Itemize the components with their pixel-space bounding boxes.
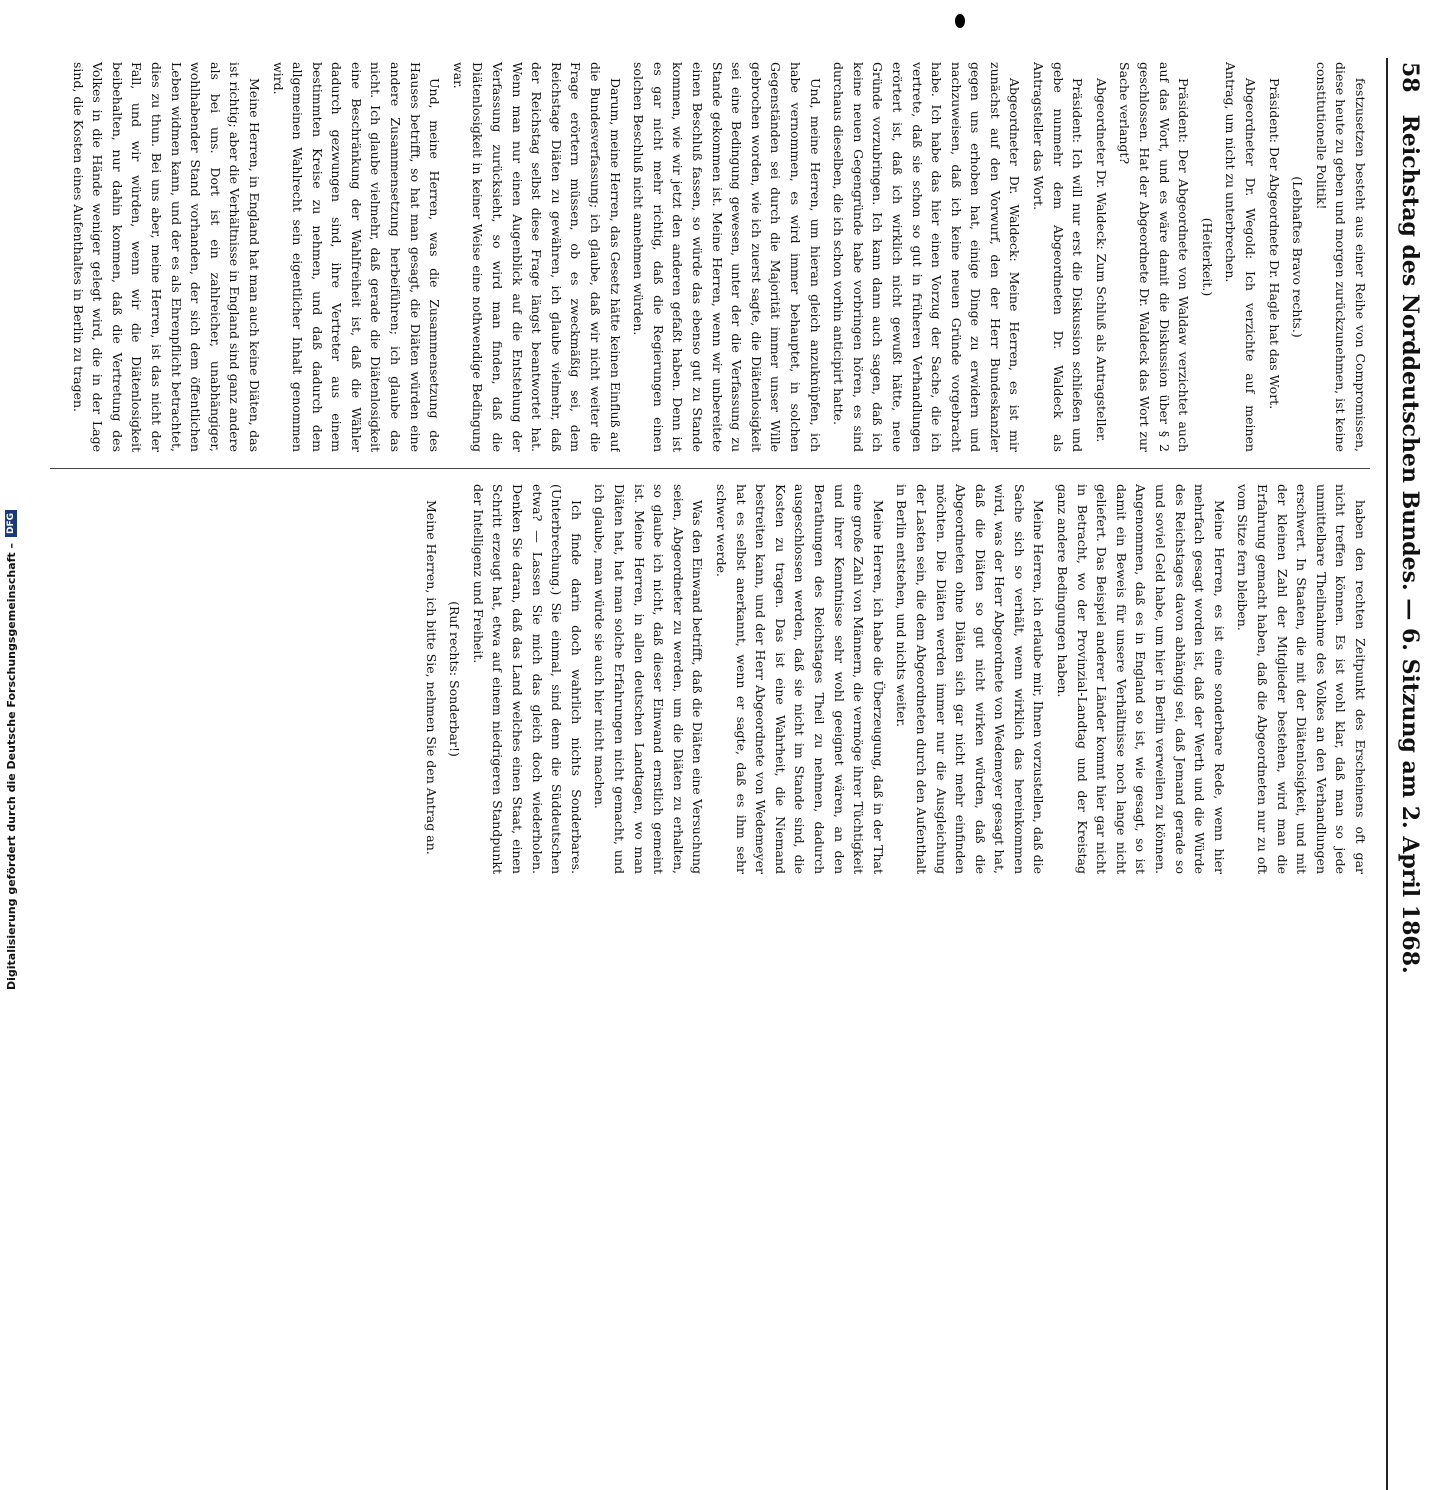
paragraph: Und, meine Herren, was die Zusammensetzung des Hauses betrifft, so hat man gesagt, die Diäten würden eine andere Zusammensetzung herbeiführen; ich glaube das nicht. Ich glaube vielmehr, daß gerade die Diätenlosigkeit eine Beschränkung der Wahlfreiheit ist, daß die Wähler dadurch gezwungen sind, ihre Vertreter aus einem bestimmten Kreise zu nehmen, und daß dadurch dem allgemeinen Wahlrecht sein eigentlicher Inhalt genommen wird. (270, 62, 443, 452)
paragraph: Was den Einwand betrifft, daß die Diäten eine Versuchung seien, Abgeordneter zu werden, um die Diäten zu erhalten, so glaube ich nicht, daß dieser Einwand ernstlich gemeint ist. Meine Herren, in allen deutschen Landtagen, wo man Diäten hat, hat man solche Erfahrungen nicht gemacht, und ich glaube, man würde sie auch hier nicht machen. (592, 484, 706, 874)
paragraph: festzusetzen besteht aus einer Reihe von Compromissen, diese heute zu geben und morgen zurückzunehmen, ist keine constitutionelle Politik! (1313, 62, 1368, 452)
paragraph: Darum, meine Herren, das Gesetz hätte keinen Einfluß auf die Bundesverfassung; ich glaube, daß wir nicht weiter die Frage erörtern müssen, ob es zweckmäßig sei, dem Reichstage Diäten zu gewähren, ich glaube vielmehr, daß der Reichstag selbst diese Frage längst beantwortet hat. Wenn man nur einen Augenblick auf die Entstehung der Verfassung zurücksieht, so wird man finden, daß die Diätenlosigkeit in keiner Weise eine nothwendige Bedingung war. (450, 62, 623, 452)
paragraph: Meine Herren, ich habe die Überzeugung, daß in der That eine große Zahl von Männern, die vermöge ihrer Tüchtigkeit und ihrer Kenntnisse sehr wohl geeignet wären, an den Berathungen des Reichstages Theil zu nehmen, dadurch ausgeschlossen werden, daß sie nicht im Stande sind, die Kosten zu tragen. Das ist eine Wahrheit, die Niemand bestreiten kann, und der Herr Abgeordnete von Wedemeyer hat es selbst anerkannt, wenn er sagte, daß es ihm sehr schwer werde. (714, 484, 886, 874)
stage-note: (Lebhaftes Bravo rechts.) (1290, 176, 1306, 338)
header-rule (1386, 58, 1388, 1490)
paragraph: Präsident: Ich will nur erst die Diskussion schließen und gebe nunmehr dem Abgeordneten Dr. Waldeck als Antragsteller das Wort. (1031, 62, 1086, 452)
paragraph: Abgeordneter Dr. Waldeck: Meine Herren, es ist mir zunächst auf den Vorwurf, den der Herr Bundeskanzler gegen uns erhoben hat, einige Dinge zu erwidern und nachzuweisen, daß ich keine neuen Gründe vorgebracht habe. Ich habe das hier einen Vorzug der Sache, die ich vertrete, daß sie schon so gut in früheren Verhandlungen erörtert ist, daß ich wirklich nicht gewußt hätte, neue Gründe vorzubringen. Ich kann dann auch sagen, daß ich keine neuen Gegengründe habe vorbringen hören, es sind durchaus dieselben, die ich schon vorhin anticipirt hatte. (831, 62, 1023, 452)
dfg-logo: DFG (5, 510, 17, 537)
paragraph: Ich finde darin doch wahrlich nichts Sonderbares. (Unterbrechung.) Sie einmal, sind denn die Süddeutschen etwa? — Lassen Sie mich das gleich doch wiederholen. Denken Sie daran, daß das Land welches einen Staat, einen Schritt erzeugt hat, etwa auf einem niedrigeren Standpunkt der Intelligenz und Freiheit. (470, 484, 584, 874)
stage-note: (Heiterkeit.) (1199, 217, 1215, 297)
page-number: 58 (1397, 62, 1423, 93)
paragraph: Meine Herren, in England hat man auch keine Diäten, das ist richtig; aber die Verhältnisse in England sind ganz andere als bei uns. Dort ist ein zahlreicher, unabhängiger, wohlhabender Stand vorhanden, der sich dem öffentlichen Leben widmen kann, und der es als Ehrenpflicht betrachtet, dies zu thun. Bei uns aber, meine Herren, ist das nicht der Fall, und wir würden, wenn wir die Diätenlosigkeit beibehalten, nur dahin kommen, daß die Vertretung des Volkes in die Hände weniger gelegt wird, die in der Lage sind, die Kosten eines Aufenthaltes in Berlin zu tragen. (70, 62, 262, 452)
text-column-left (40, 62, 1370, 452)
paragraph: Präsident: Der Abgeordnete von Waldaw verzichtet auch auf das Wort, und es wäre damit die Diskussion über § 2 geschlossen. Hat der Abgeordnete Dr. Waldeck das Wort zur Sache verlangt? (1117, 62, 1192, 452)
paragraph: Abgeordneter Dr. Waldeck: Zum Schluß als Antragsteller. (1093, 78, 1109, 443)
page-title: Reichstag des Norddeutschen Bundes. — 6. Sitzung am 2. April 1868. (1397, 114, 1423, 974)
stage-note: (Ruf rechts: Sonderbar!) (447, 601, 463, 757)
footer-text: Digitalisierung gefördert durch die Deutsche Forschungsgemeinschaft – (4, 543, 18, 990)
paragraph: Präsident: Der Abgeordnete Dr. Hagle hat das Wort. (1266, 78, 1282, 410)
paragraph: Meine Herren, ich bitte Sie, nehmen Sie den Antrag an. (423, 500, 439, 855)
page-header (1390, 62, 1430, 1482)
digitization-footer (2, 512, 20, 990)
column-divider (50, 468, 1370, 469)
paragraph: Abgeordneter Dr. Wegold: Ich verzichte auf meinen Antrag, um nicht zu unterbrechen. (1223, 62, 1259, 452)
paragraph: Und, meine Herren, um hieran gleich anzuknüpfen, ich habe vernommen, es wird immer behauptet, in solchen Gegenständen sei durch die Majorität immer unser Wille gebrochen worden, wie ich zuerst sagte, die Diätenlosigkeit sei eine Bedingung gewesen, unter der die Verfassung zu Stande gekommen ist. Meine Herren, wenn wir unbereitete einen Beschluß fassen, so würde das ebenso gut zu Stande kommen, wie wir jetzt den anderen gefaßt haben. Denn ist es gar nicht mehr richtig, daß die Regierungen einen solchen Beschluß nicht annehmen würden. (631, 62, 823, 452)
paragraph: Meine Herren, es ist eine sonderbare Rede, wenn hier mehrfach gesagt worden ist, daß der Werth und die Würde des Reichstages davon abhängig sei, daß Jemand gerade so und soviel Geld habe, um hier in Berlin verweilen zu können. Angenommen, daß es in England so ist, wie gesagt, so ist damit ein Beweis für unsere Verhältnisse noch lange nicht geliefert. Das Beispiel anderer Länder kommt hier gar nicht in Betracht, wo der Provinzial-Landtag und der Kreistag ganz andere Bedingungen haben. (1055, 484, 1227, 874)
text-column-right (40, 484, 1370, 874)
paragraph: haben den rechten Zeitpunkt des Erscheinens oft gar nicht treffen können. Es ist wohl klar, daß man so jede unmittelbare Theilnahme des Volkes an den Verhandlungen erschwert. In Staaten, die mit der Diätenlosigkeit, und mit der kleinen Zahl der Mitglieder bestehen, wird man die Erfahrung gemacht haben, daß die Abgeordneten nur zu oft vom Sitze fern bleiben. (1235, 484, 1368, 874)
paragraph: Meine Herren, ich erlaube mir, Ihnen vorzustellen, daß die Sache sich so verhält, wenn wirklich das hereinkommen wird, was der Herr Abgeordnete von Wedemeyer gesagt hat, daß die Diäten so gut nicht wirken würden, daß die Abgeordneten ohne Diäten sich gar nicht mehr einfinden möchten. Die Diäten werden immer nur die Ausgleichung der Lasten sein, die dem Abgeordneten durch den Aufenthalt in Berlin entstehen, und nichts weiter. (894, 484, 1047, 874)
